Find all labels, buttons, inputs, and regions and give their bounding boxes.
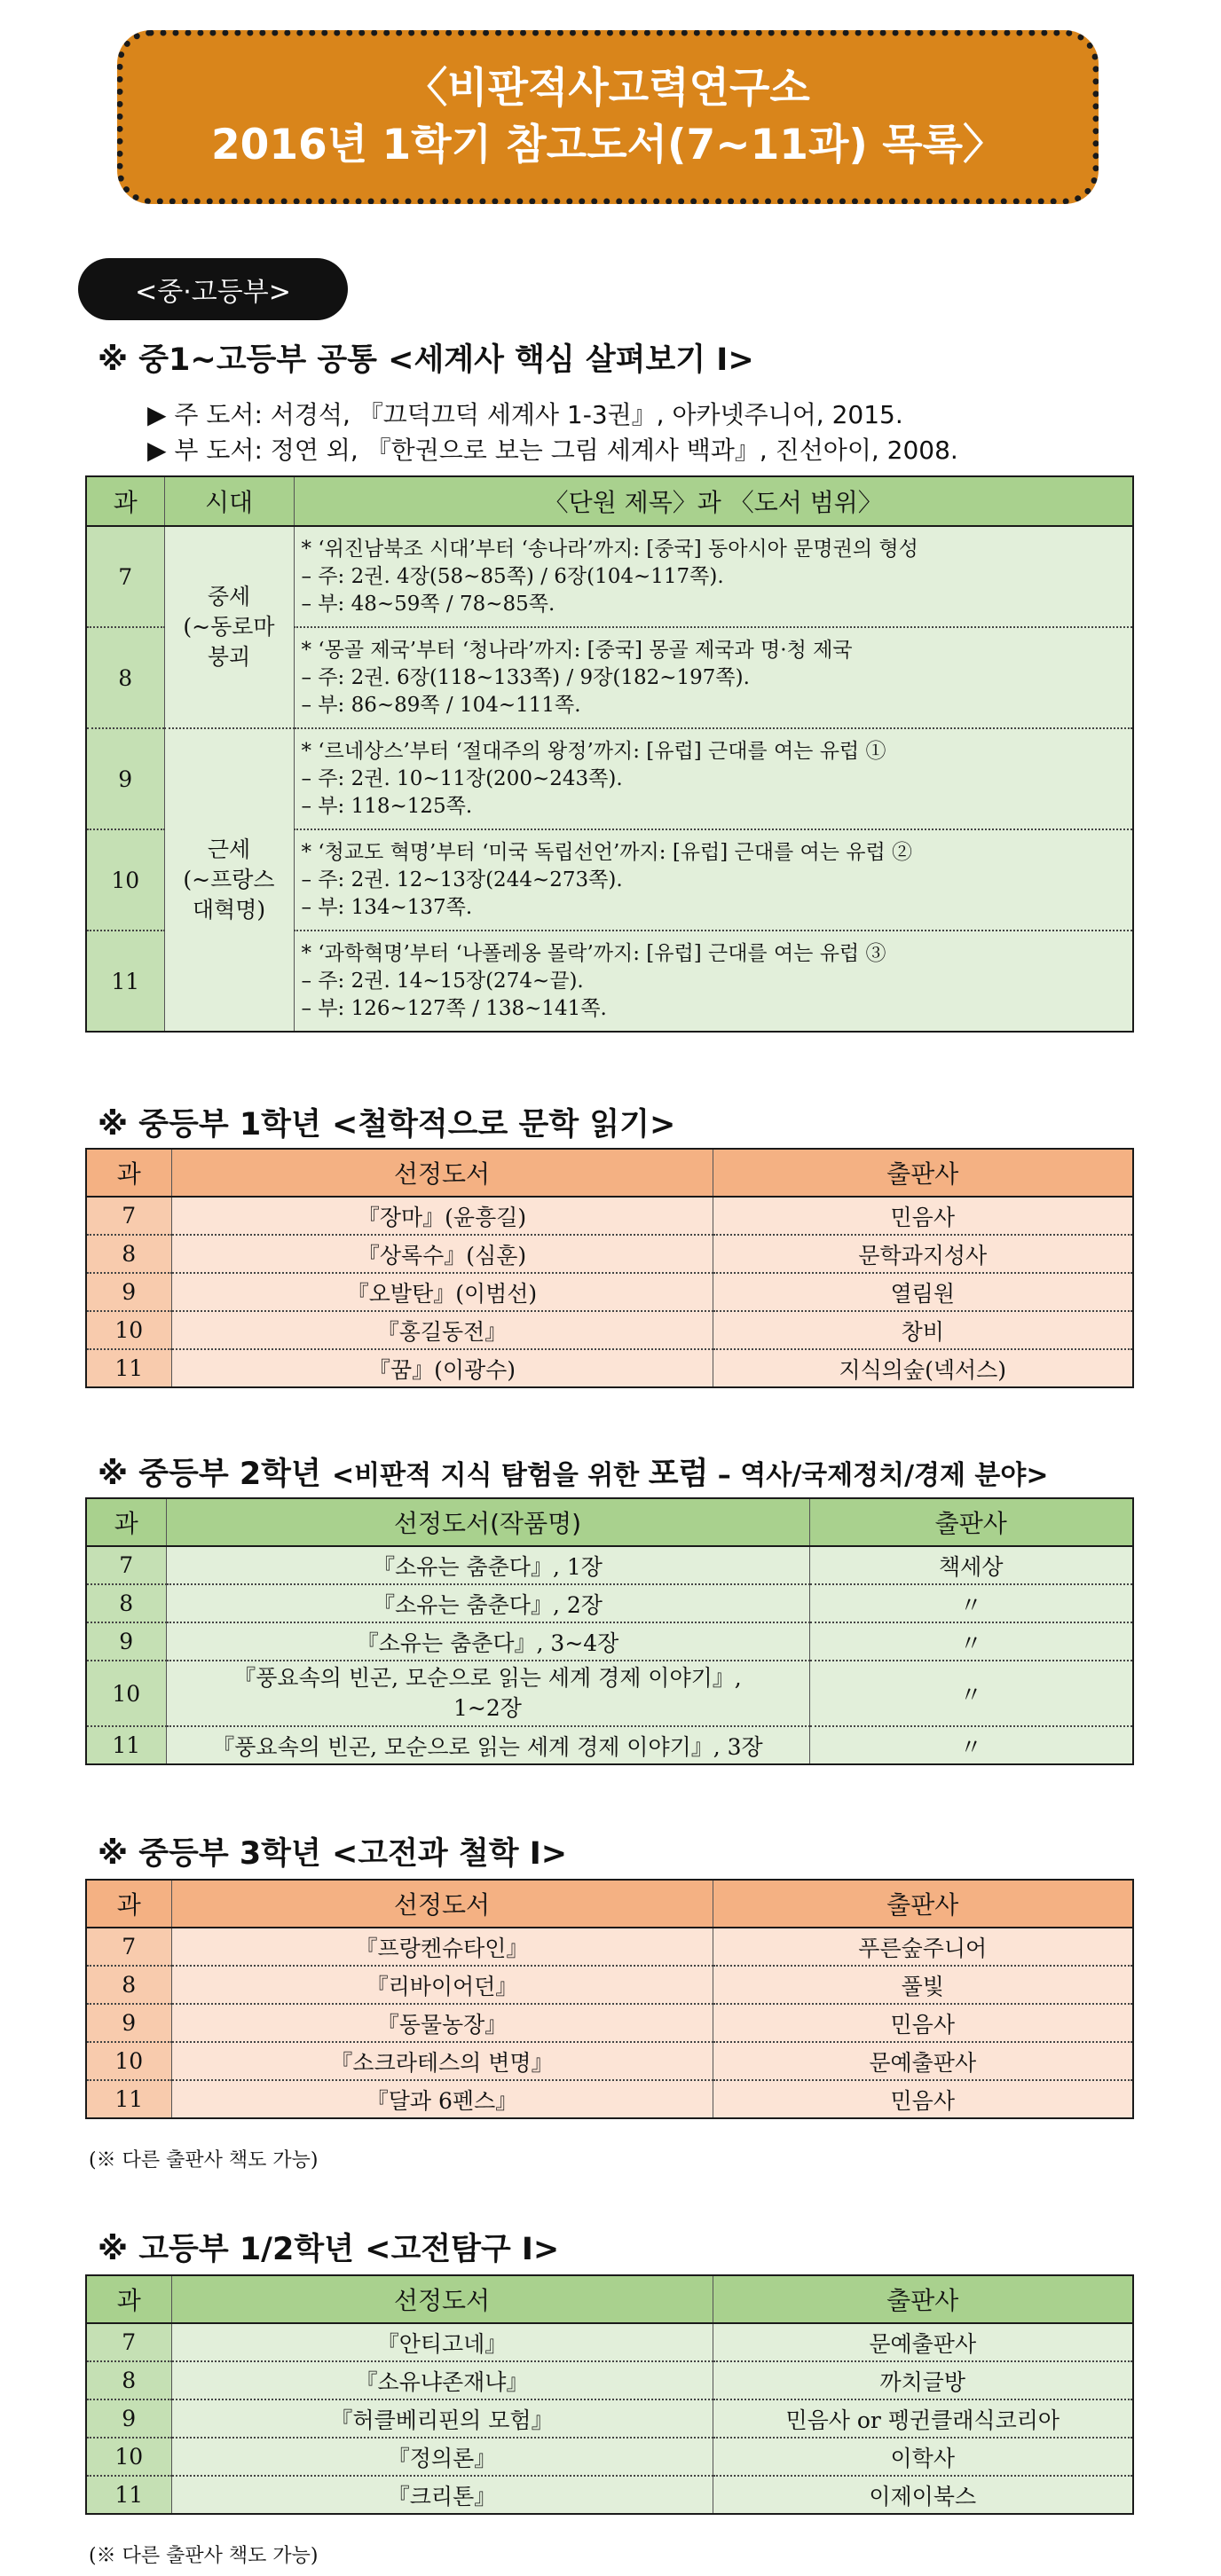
division-badge: <중·고등부>: [78, 258, 348, 320]
table-row: [86, 2438, 1133, 2476]
header-era: 시대: [164, 476, 294, 526]
table-row: [86, 1928, 1133, 1966]
m2-heading-grade: ※ 중등부 2학년: [98, 1457, 332, 1492]
table-header-row: [86, 476, 1133, 526]
header-publisher: 출판사: [809, 1498, 1133, 1546]
header-lesson: 과: [86, 2275, 171, 2323]
table-row: [86, 1349, 1133, 1387]
banner-line-2: 2016년 1학기 참고도서(7~11과) 목록〉: [210, 121, 1005, 169]
publisher: 문예출판사: [713, 2042, 1133, 2080]
lesson-number: 9: [86, 728, 164, 829]
range-sub: – 부: 48~59쪽 / 78~85쪽.: [301, 592, 555, 616]
lesson-number: 11: [86, 1349, 171, 1387]
book-title: 『소유는 춤춘다』, 1장: [166, 1546, 809, 1584]
header-book: 선정도서(작품명): [166, 1498, 809, 1546]
range-main: – 주: 2권. 12~13장(244~273쪽).: [301, 868, 623, 891]
lesson-number: 8: [86, 2361, 171, 2399]
table-row: [86, 2004, 1133, 2042]
h12-section-heading: ※ 고등부 1/2학년 <고전탐구 Ⅰ>: [98, 2232, 560, 2267]
range-cell: [294, 931, 1133, 1032]
range-sub: – 부: 118~125쪽.: [301, 794, 473, 818]
table-row: [86, 2476, 1133, 2514]
publisher: 〃: [809, 1661, 1133, 1726]
table-row: [86, 1311, 1133, 1349]
range-cell: [294, 526, 1133, 627]
lesson-number: 9: [86, 1273, 171, 1311]
common-section-heading: ※ 중1~고등부 공통 <세계사 핵심 살펴보기 Ⅰ>: [98, 342, 754, 378]
table-header-row: [86, 2275, 1133, 2323]
header-book: 선정도서: [171, 1880, 713, 1928]
header-book: 선정도서: [171, 2275, 713, 2323]
title-banner: [117, 30, 1099, 204]
table-row: [86, 2042, 1133, 2080]
publisher: 민음사 or 펭귄클래식코리아: [713, 2399, 1133, 2438]
table-row: [86, 1661, 1133, 1726]
table-row: [86, 2080, 1133, 2118]
book-title: 『소크라테스의 변명』: [171, 2042, 713, 2080]
book-title: 『소유는 춤춘다』, 3~4장: [166, 1622, 809, 1661]
lesson-number: 11: [86, 2476, 171, 2514]
range-sub: – 부: 134~137쪽.: [301, 895, 473, 919]
era-cell: 근세 (~프랑스 대혁명): [164, 728, 294, 1032]
lesson-number: 11: [86, 1726, 166, 1764]
lesson-number: 7: [86, 1197, 171, 1235]
range-main: – 주: 2권. 4장(58~85쪽) / 6장(104~117쪽).: [301, 564, 724, 588]
header-lesson: 과: [86, 1149, 171, 1197]
lesson-number: 7: [86, 526, 164, 627]
range-title: * ‘위진남북조 시대’부터 ‘송나라’까지: [중국] 동아시아 문명권의 형성: [301, 537, 918, 561]
header-lesson: 과: [86, 1880, 171, 1928]
publisher: 〃: [809, 1584, 1133, 1622]
publisher: 〃: [809, 1726, 1133, 1764]
common-table: [85, 475, 1134, 1033]
range-title: * ‘르네상스’부터 ‘절대주의 왕정’까지: [유럽] 근대를 여는 유럽 ①: [301, 739, 886, 763]
lesson-number: 10: [86, 2438, 171, 2476]
publisher: 〃: [809, 1622, 1133, 1661]
range-cell: [294, 627, 1133, 728]
range-title: * ‘몽골 제국’부터 ‘청나라’까지: [중국] 몽골 제국과 명·청 제국: [301, 638, 853, 662]
book-title: 『안티고네』: [171, 2323, 713, 2361]
lesson-number: 11: [86, 2080, 171, 2118]
banner-line-1: 〈비판적사고력연구소: [406, 64, 810, 113]
m2-heading-forum: 포럼: [648, 1457, 709, 1492]
table-row: [86, 2323, 1133, 2361]
table-row: [86, 526, 1133, 627]
publisher: 민음사: [713, 2004, 1133, 2042]
header-publisher: 출판사: [713, 2275, 1133, 2323]
range-cell: [294, 728, 1133, 829]
header-range: 〈단원 제목〉과 〈도서 범위〉: [294, 476, 1133, 526]
book-title: 『리바이어던』: [171, 1966, 713, 2004]
header-book: 선정도서: [171, 1149, 713, 1197]
range-main: – 주: 2권. 14~15장(274~끝).: [301, 969, 584, 993]
header-lesson: 과: [86, 476, 164, 526]
lesson-number: 8: [86, 1235, 171, 1273]
publisher: 열림원: [713, 1273, 1133, 1311]
range-title: * ‘과학혁명’부터 ‘나폴레옹 몰락’까지: [유럽] 근대를 여는 유럽 ③: [301, 941, 886, 965]
table-header-row: [86, 1498, 1133, 1546]
m3-section-heading: ※ 중등부 3학년 <고전과 철학 Ⅰ>: [98, 1836, 568, 1872]
m2-heading-topic: <비판적 지식 탐험을 위한: [332, 1460, 649, 1491]
publisher: 책세상: [809, 1546, 1133, 1584]
table-row: [86, 728, 1133, 829]
lesson-number: 9: [86, 2004, 171, 2042]
lesson-number: 10: [86, 2042, 171, 2080]
publisher: 창비: [713, 1311, 1133, 1349]
lesson-number: 7: [86, 1546, 166, 1584]
book-title: 『달과 6펜스』: [171, 2080, 713, 2118]
m2-section-heading: [98, 1449, 1049, 1494]
publisher: 민음사: [713, 2080, 1133, 2118]
book-title: 『프랑켄슈타인』: [171, 1928, 713, 1966]
book-title: 『상록수』(심훈): [171, 1235, 713, 1273]
book-title: 『꿈』(이광수): [171, 1349, 713, 1387]
book-title: 『허클베리핀의 모험』: [171, 2399, 713, 2438]
m2-table: [85, 1497, 1134, 1765]
book-title: 『소유냐존재냐』: [171, 2361, 713, 2399]
range-cell: [294, 829, 1133, 931]
lesson-number: 9: [86, 1622, 166, 1661]
m1-section-heading: ※ 중등부 1학년 <철학적으로 문학 읽기>: [98, 1107, 676, 1143]
header-publisher: 출판사: [713, 1880, 1133, 1928]
publisher: 민음사: [713, 1197, 1133, 1235]
publisher: 이제이북스: [713, 2476, 1133, 2514]
publisher: 문예출판사: [713, 2323, 1133, 2361]
table-row: [86, 1235, 1133, 1273]
lesson-number: 8: [86, 1584, 166, 1622]
publisher: 푸른숲주니어: [713, 1928, 1133, 1966]
lesson-number: 10: [86, 829, 164, 931]
table-row: [86, 1966, 1133, 2004]
book-title: 『크리톤』: [171, 2476, 713, 2514]
lesson-number: 8: [86, 627, 164, 728]
table-header-row: [86, 1880, 1133, 1928]
publisher: 풀빛: [713, 1966, 1133, 2004]
lesson-number: 9: [86, 2399, 171, 2438]
h12-note: (※ 다른 출판사 책도 가능): [89, 2545, 319, 2567]
publisher: 문학과지성사: [713, 1235, 1133, 1273]
book-title: 『소유는 춤춘다』, 2장: [166, 1584, 809, 1622]
table-row: [86, 1197, 1133, 1235]
range-sub: – 부: 126~127쪽 / 138~141쪽.: [301, 996, 607, 1020]
header-publisher: 출판사: [713, 1149, 1133, 1197]
lesson-number: 7: [86, 2323, 171, 2361]
table-row: [86, 1584, 1133, 1622]
main-book-line: ▶ 주 도서: 서경석, 『끄덕끄덕 세계사 1-3권』, 아카넷주니어, 2015.: [147, 400, 903, 429]
lesson-number: 7: [86, 1928, 171, 1966]
header-lesson: 과: [86, 1498, 166, 1546]
lesson-number: 8: [86, 1966, 171, 2004]
m1-table: [85, 1148, 1134, 1388]
book-title: 『홍길동전』: [171, 1311, 713, 1349]
book-title: 『풍요속의 빈곤, 모순으로 읽는 세계 경제 이야기』, 3장: [166, 1726, 809, 1764]
table-row: [86, 1726, 1133, 1764]
table-row: [86, 1622, 1133, 1661]
publisher: 지식의숲(넥서스): [713, 1349, 1133, 1387]
publisher: 이학사: [713, 2438, 1133, 2476]
sub-book-line: ▶ 부 도서: 정연 외, 『한권으로 보는 그림 세계사 백과』, 진선아이, 2008.: [147, 436, 958, 465]
table-row: [86, 2361, 1133, 2399]
range-title: * ‘청교도 혁명’부터 ‘미국 독립선언’까지: [유럽] 근대를 여는 유럽 ②: [301, 840, 912, 864]
range-main: – 주: 2권. 6장(118~133쪽) / 9장(182~197쪽).: [301, 665, 750, 689]
era-cell: 중세 (~동로마 붕괴: [164, 526, 294, 728]
publisher: 까치글방: [713, 2361, 1133, 2399]
m3-table: [85, 1879, 1134, 2119]
book-title: 『오발탄』(이범선): [171, 1273, 713, 1311]
book-title: 『장마』(윤흥길): [171, 1197, 713, 1235]
h12-table: [85, 2274, 1134, 2515]
lesson-number: 10: [86, 1661, 166, 1726]
lesson-number: 11: [86, 931, 164, 1032]
m3-note: (※ 다른 출판사 책도 가능): [89, 2149, 319, 2172]
book-title: 『동물농장』: [171, 2004, 713, 2042]
table-row: [86, 1546, 1133, 1584]
m2-heading-fields: – 역사/국제정치/경제 분야>: [708, 1460, 1049, 1491]
table-header-row: [86, 1149, 1133, 1197]
range-sub: – 부: 86~89쪽 / 104~111쪽.: [301, 693, 581, 717]
lesson-number: 10: [86, 1311, 171, 1349]
range-main: – 주: 2권. 10~11장(200~243쪽).: [301, 766, 623, 790]
book-title: 『풍요속의 빈곤, 모순으로 읽는 세계 경제 이야기』, 1~2장: [166, 1661, 809, 1726]
table-row: [86, 1273, 1133, 1311]
table-row: [86, 2399, 1133, 2438]
book-title: 『정의론』: [171, 2438, 713, 2476]
